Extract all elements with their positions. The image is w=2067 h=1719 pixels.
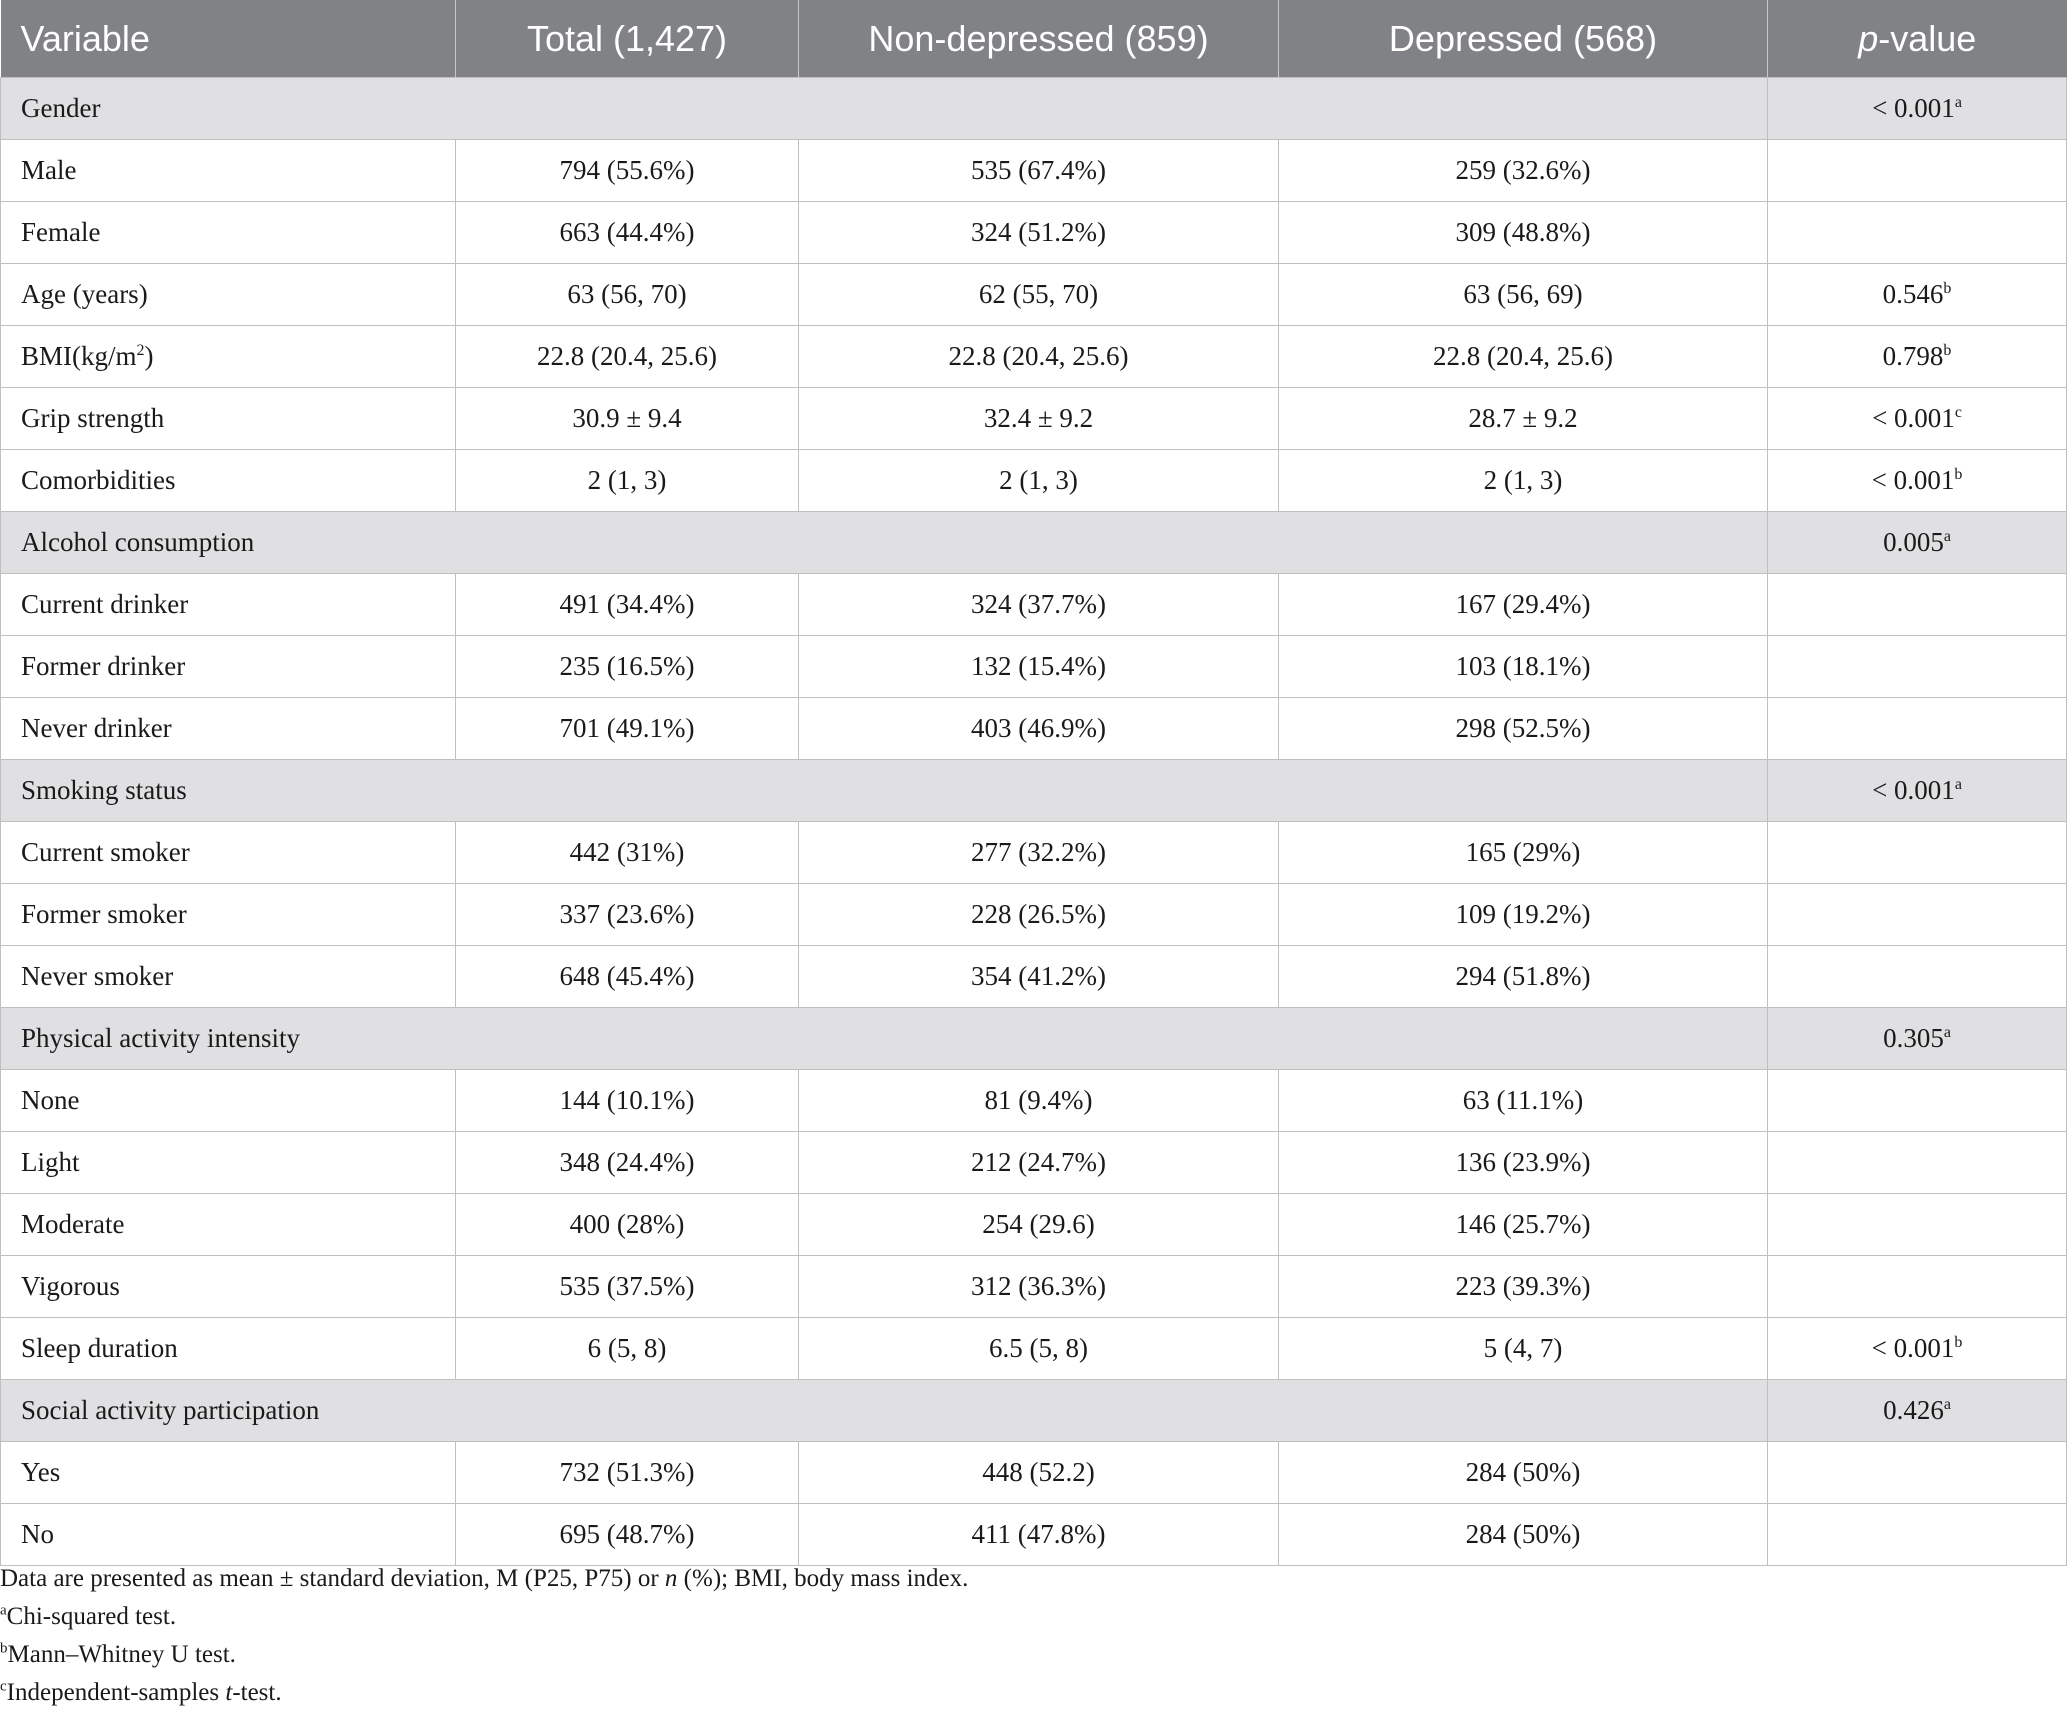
row-label [1,140,456,202]
table-header-row [1,0,2067,78]
row-label-text: Sleep duration [21,1333,178,1363]
row-label-text: Gender [21,93,101,123]
cell-depressed: 28.7 ± 9.2 [1279,388,1768,450]
cell-depressed: 309 (48.8%) [1279,202,1768,264]
row-label-text: Female [21,217,101,247]
cell-total: 348 (24.4%) [456,1132,799,1194]
cell-p-value [1768,264,2067,326]
cell-depressed: 103 (18.1%) [1279,636,1768,698]
p-value-sup: b [1954,1334,1963,1351]
table-row [1,1442,2067,1504]
row-label [1,574,456,636]
table-row [1,946,2067,1008]
cell-p-value [1768,326,2067,388]
p-value-sup: b [1954,466,1963,483]
cell-non-depressed: 81 (9.4%) [799,1070,1279,1132]
row-label [1,202,456,264]
cell-p-value [1768,140,2067,202]
p-value-sup: b [1943,280,1952,297]
footnote-c-t: t [225,1679,233,1706]
table-row [1,1194,2067,1256]
row-label-text: Light [21,1147,80,1177]
header-non-depressed: Non-depressed (859) [799,0,1279,78]
cell-p-value [1768,1132,2067,1194]
cell-total: 6 (5, 8) [456,1318,799,1380]
footnote-general-n: n [664,1565,678,1592]
row-label-text: Moderate [21,1209,125,1239]
cell-non-depressed: 277 (32.2%) [799,822,1279,884]
cell-total: 535 (37.5%) [456,1256,799,1318]
p-value-sup: a [1943,528,1951,545]
footnote-c-text-b: -test. [232,1679,282,1706]
cell-p-value [1768,1380,2067,1442]
cell-depressed: 146 (25.7%) [1279,1194,1768,1256]
table-row [1,1318,2067,1380]
cell-depressed: 284 (50%) [1279,1504,1768,1566]
p-value-sup: a [1943,1024,1951,1041]
cell-non-depressed: 212 (24.7%) [799,1132,1279,1194]
footnote-b [0,1636,2067,1674]
cell-depressed: 165 (29%) [1279,822,1768,884]
footnote-a-mark: a [0,1602,7,1619]
footnote-c-text-a: Independent-samples [6,1679,226,1706]
row-label-text: Current smoker [21,837,190,867]
table-row [1,1256,2067,1318]
row-label [1,822,456,884]
row-label [1,884,456,946]
cell-p-value [1768,1008,2067,1070]
header-depressed: Depressed (568) [1279,0,1768,78]
table-row [1,1070,2067,1132]
cell-non-depressed: 32.4 ± 9.2 [799,388,1279,450]
cell-p-value [1768,512,2067,574]
cell-non-depressed: 312 (36.3%) [799,1256,1279,1318]
cell-total: 442 (31%) [456,822,799,884]
table-row [1,636,2067,698]
footnote-c [0,1674,2067,1712]
row-label [1,1442,456,1504]
cell-total: 337 (23.6%) [456,884,799,946]
cell-depressed: 63 (11.1%) [1279,1070,1768,1132]
cell-p-value [1768,884,2067,946]
row-label-text: Current drinker [21,589,189,619]
header-total: Total (1,427) [456,0,799,78]
cell-p-value [1768,1070,2067,1132]
cell-total: 695 (48.7%) [456,1504,799,1566]
table-footnotes [0,1556,2067,1712]
p-value-text: < 0.001 [1872,403,1955,433]
row-label [1,512,1768,574]
row-label [1,1132,456,1194]
cell-non-depressed: 403 (46.9%) [799,698,1279,760]
p-value-text: 0.546 [1882,279,1944,309]
footnote-a [0,1598,2067,1636]
row-label [1,1380,1768,1442]
cell-total: 2 (1, 3) [456,450,799,512]
p-value-text: < 0.001 [1871,465,1955,495]
row-label [1,78,1768,140]
cell-p-value [1768,946,2067,1008]
table-group-row [1,760,2067,822]
cell-p-value [1768,1194,2067,1256]
row-label-text: Social activity participation [21,1395,320,1425]
cell-depressed: 22.8 (20.4, 25.6) [1279,326,1768,388]
row-label-text: Former smoker [21,899,187,929]
cell-p-value [1768,450,2067,512]
table-row [1,388,2067,450]
cell-total: 30.9 ± 9.4 [456,388,799,450]
cell-non-depressed: 411 (47.8%) [799,1504,1279,1566]
row-label-text: No [21,1519,54,1549]
p-value-sup: c [1954,404,1962,421]
cell-total: 491 (34.4%) [456,574,799,636]
cell-depressed: 259 (32.6%) [1279,140,1768,202]
footnote-b-text: Mann–Whitney U test. [7,1641,236,1668]
cell-total: 663 (44.4%) [456,202,799,264]
row-label-text: Male [21,155,77,185]
header-p-suffix: -value [1878,17,1977,59]
table-group-row [1,78,2067,140]
header-variable: Variable [1,0,456,78]
table-group-row [1,1008,2067,1070]
row-label-text: Vigorous [21,1271,120,1301]
table-row [1,884,2067,946]
cell-non-depressed: 2 (1, 3) [799,450,1279,512]
cell-depressed: 167 (29.4%) [1279,574,1768,636]
row-label [1,946,456,1008]
p-value-text: < 0.001 [1871,1333,1955,1363]
row-label [1,1318,456,1380]
cell-non-depressed: 448 (52.2) [799,1442,1279,1504]
row-label-text: Yes [21,1457,61,1487]
row-label-text: BMI(kg/m [21,341,137,371]
footnote-general-text-a: Data are presented as mean ± standard deviation, M (P25, P75) or [0,1565,665,1592]
cell-non-depressed: 535 (67.4%) [799,140,1279,202]
row-label-text: Former drinker [21,651,186,681]
table-group-row [1,1380,2067,1442]
footnote-a-text: Chi-squared test. [6,1603,177,1630]
row-label [1,1256,456,1318]
cell-total: 701 (49.1%) [456,698,799,760]
row-label [1,636,456,698]
table-row [1,202,2067,264]
header-p-italic: p [1858,17,1879,59]
cell-non-depressed: 62 (55, 70) [799,264,1279,326]
cell-total: 400 (28%) [456,1194,799,1256]
header-p-value [1768,0,2067,78]
row-label-text: Never smoker [21,961,174,991]
row-label-sup: 2 [136,342,145,359]
cell-p-value [1768,78,2067,140]
cell-p-value [1768,1442,2067,1504]
row-label [1,760,1768,822]
p-value-sup: a [1954,776,1962,793]
cell-depressed: 109 (19.2%) [1279,884,1768,946]
row-label-text: Physical activity intensity [21,1023,300,1053]
row-label [1,326,456,388]
footnote-general-text-b: (%); BMI, body mass index. [677,1565,969,1592]
footnote-general [0,1556,2067,1598]
cell-p-value [1768,760,2067,822]
cell-p-value [1768,636,2067,698]
cell-total: 144 (10.1%) [456,1070,799,1132]
cell-total: 732 (51.3%) [456,1442,799,1504]
p-value-text: 0.426 [1883,1395,1944,1425]
row-label-text: None [21,1085,80,1115]
table-group-row [1,512,2067,574]
p-value-text: 0.305 [1883,1023,1944,1053]
row-label-text: Grip strength [21,403,165,433]
p-value-text: 0.005 [1883,527,1944,557]
row-label-text: Age (years) [21,279,148,309]
cell-depressed: 136 (23.9%) [1279,1132,1768,1194]
cell-depressed: 223 (39.3%) [1279,1256,1768,1318]
table-row [1,574,2067,636]
cell-depressed: 294 (51.8%) [1279,946,1768,1008]
cell-non-depressed: 324 (51.2%) [799,202,1279,264]
row-label [1,1008,1768,1070]
cell-total: 648 (45.4%) [456,946,799,1008]
p-value-text: < 0.001 [1872,93,1955,123]
cell-total: 22.8 (20.4, 25.6) [456,326,799,388]
cell-p-value [1768,202,2067,264]
cell-non-depressed: 354 (41.2%) [799,946,1279,1008]
p-value-sup: b [1943,342,1952,359]
footnote-b-mark: b [0,1640,8,1657]
cell-total: 794 (55.6%) [456,140,799,202]
row-label [1,698,456,760]
cell-total: 63 (56, 70) [456,264,799,326]
table-row [1,698,2067,760]
row-label [1,388,456,450]
p-value-text: 0.798 [1882,341,1944,371]
row-label [1,264,456,326]
cell-p-value [1768,698,2067,760]
table-row [1,264,2067,326]
cell-p-value [1768,388,2067,450]
table-row [1,140,2067,202]
table-row [1,326,2067,388]
cell-non-depressed: 254 (29.6) [799,1194,1279,1256]
cell-total: 235 (16.5%) [456,636,799,698]
table-row [1,1132,2067,1194]
row-label-after: ) [144,341,154,371]
table-row [1,450,2067,512]
cell-non-depressed: 228 (26.5%) [799,884,1279,946]
cell-non-depressed: 132 (15.4%) [799,636,1279,698]
row-label [1,1194,456,1256]
cell-non-depressed: 6.5 (5, 8) [799,1318,1279,1380]
cell-non-depressed: 324 (37.7%) [799,574,1279,636]
cell-p-value [1768,574,2067,636]
row-label [1,450,456,512]
p-value-sup: a [1943,1396,1951,1413]
row-label [1,1070,456,1132]
cell-depressed: 2 (1, 3) [1279,450,1768,512]
table-row [1,822,2067,884]
cell-depressed: 63 (56, 69) [1279,264,1768,326]
p-value-text: < 0.001 [1872,775,1955,805]
row-label-text: Comorbidities [21,465,176,495]
footnote-c-mark: c [0,1678,7,1695]
cell-depressed: 284 (50%) [1279,1442,1768,1504]
cell-p-value [1768,822,2067,884]
p-value-sup: a [1954,94,1962,111]
cell-depressed: 5 (4, 7) [1279,1318,1768,1380]
row-label-text: Smoking status [21,775,187,805]
cell-depressed: 298 (52.5%) [1279,698,1768,760]
cell-non-depressed: 22.8 (20.4, 25.6) [799,326,1279,388]
cell-p-value [1768,1256,2067,1318]
row-label-text: Alcohol consumption [21,527,255,557]
row-label-text: Never drinker [21,713,172,743]
cell-p-value [1768,1318,2067,1380]
